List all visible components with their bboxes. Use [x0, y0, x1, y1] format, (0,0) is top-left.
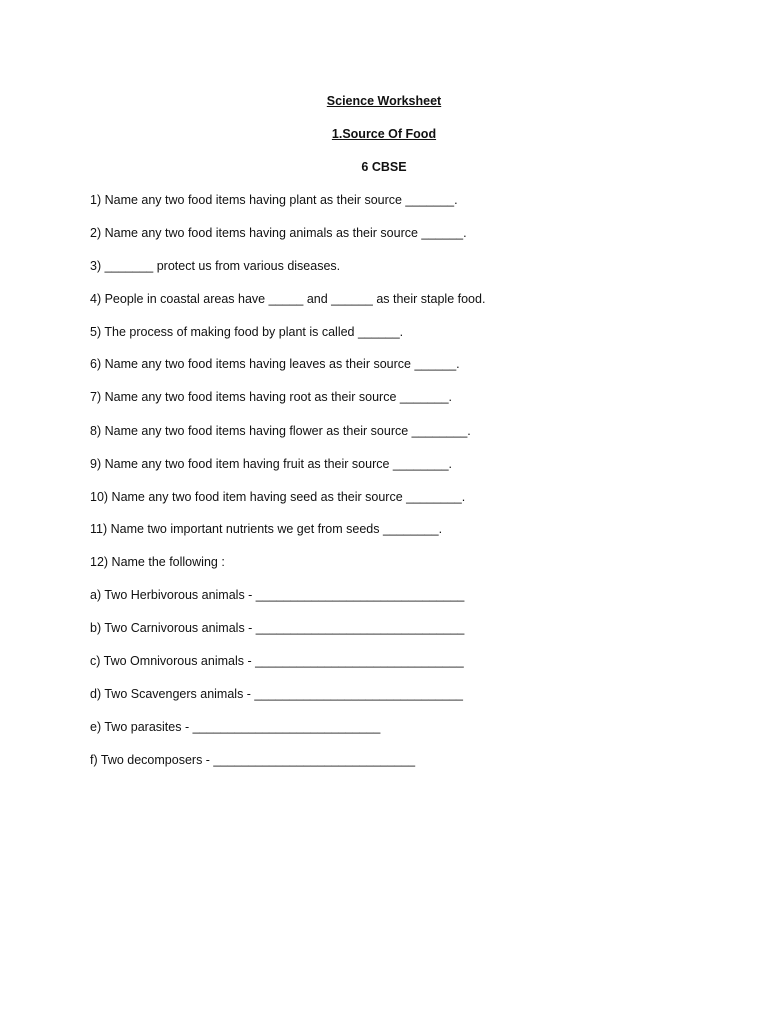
- sub-question-b: b) Two Carnivorous animals - ______________________________: [90, 621, 465, 635]
- sub-question-a: a) Two Herbivorous animals - ______________________________: [90, 588, 465, 602]
- question-10: 10) Name any two food item having seed as their source ________.: [90, 490, 466, 504]
- question-8: 8) Name any two food items having flower as their source ________.: [90, 424, 471, 438]
- sub-question-e: e) Two parasites - ___________________________: [90, 720, 381, 734]
- worksheet-title-text: Science Worksheet: [326, 94, 442, 108]
- question-3: 3) _______ protect us from various diseases.: [90, 259, 341, 273]
- question-11: 11) Name two important nutrients we get from seeds ________.: [90, 522, 443, 536]
- grade-label: [0, 160, 768, 174]
- sub-question-d: d) Two Scavengers animals - ______________________________: [90, 687, 463, 701]
- sub-question-f: f) Two decomposers - _____________________________: [90, 753, 416, 767]
- question-6: 6) Name any two food items having leaves as their source ______.: [90, 357, 460, 371]
- question-2: 2) Name any two food items having animals as their source ______.: [90, 226, 467, 240]
- chapter-heading-text: 1.Source Of Food: [331, 127, 437, 141]
- grade-label-text: 6 CBSE: [361, 160, 407, 174]
- question-12: 12) Name the following :: [90, 555, 225, 569]
- chapter-heading: [0, 127, 768, 141]
- question-4: 4) People in coastal areas have _____ and ______ as their staple food.: [90, 292, 486, 306]
- question-9: 9) Name any two food item having fruit as their source ________.: [90, 457, 453, 471]
- worksheet-title: [0, 94, 768, 108]
- sub-question-c: c) Two Omnivorous animals - ______________________________: [90, 654, 464, 668]
- question-1: 1) Name any two food items having plant as their source _______.: [90, 193, 458, 207]
- question-5: 5) The process of making food by plant is called ______.: [90, 325, 404, 339]
- question-7: 7) Name any two food items having root as their source _______.: [90, 390, 453, 404]
